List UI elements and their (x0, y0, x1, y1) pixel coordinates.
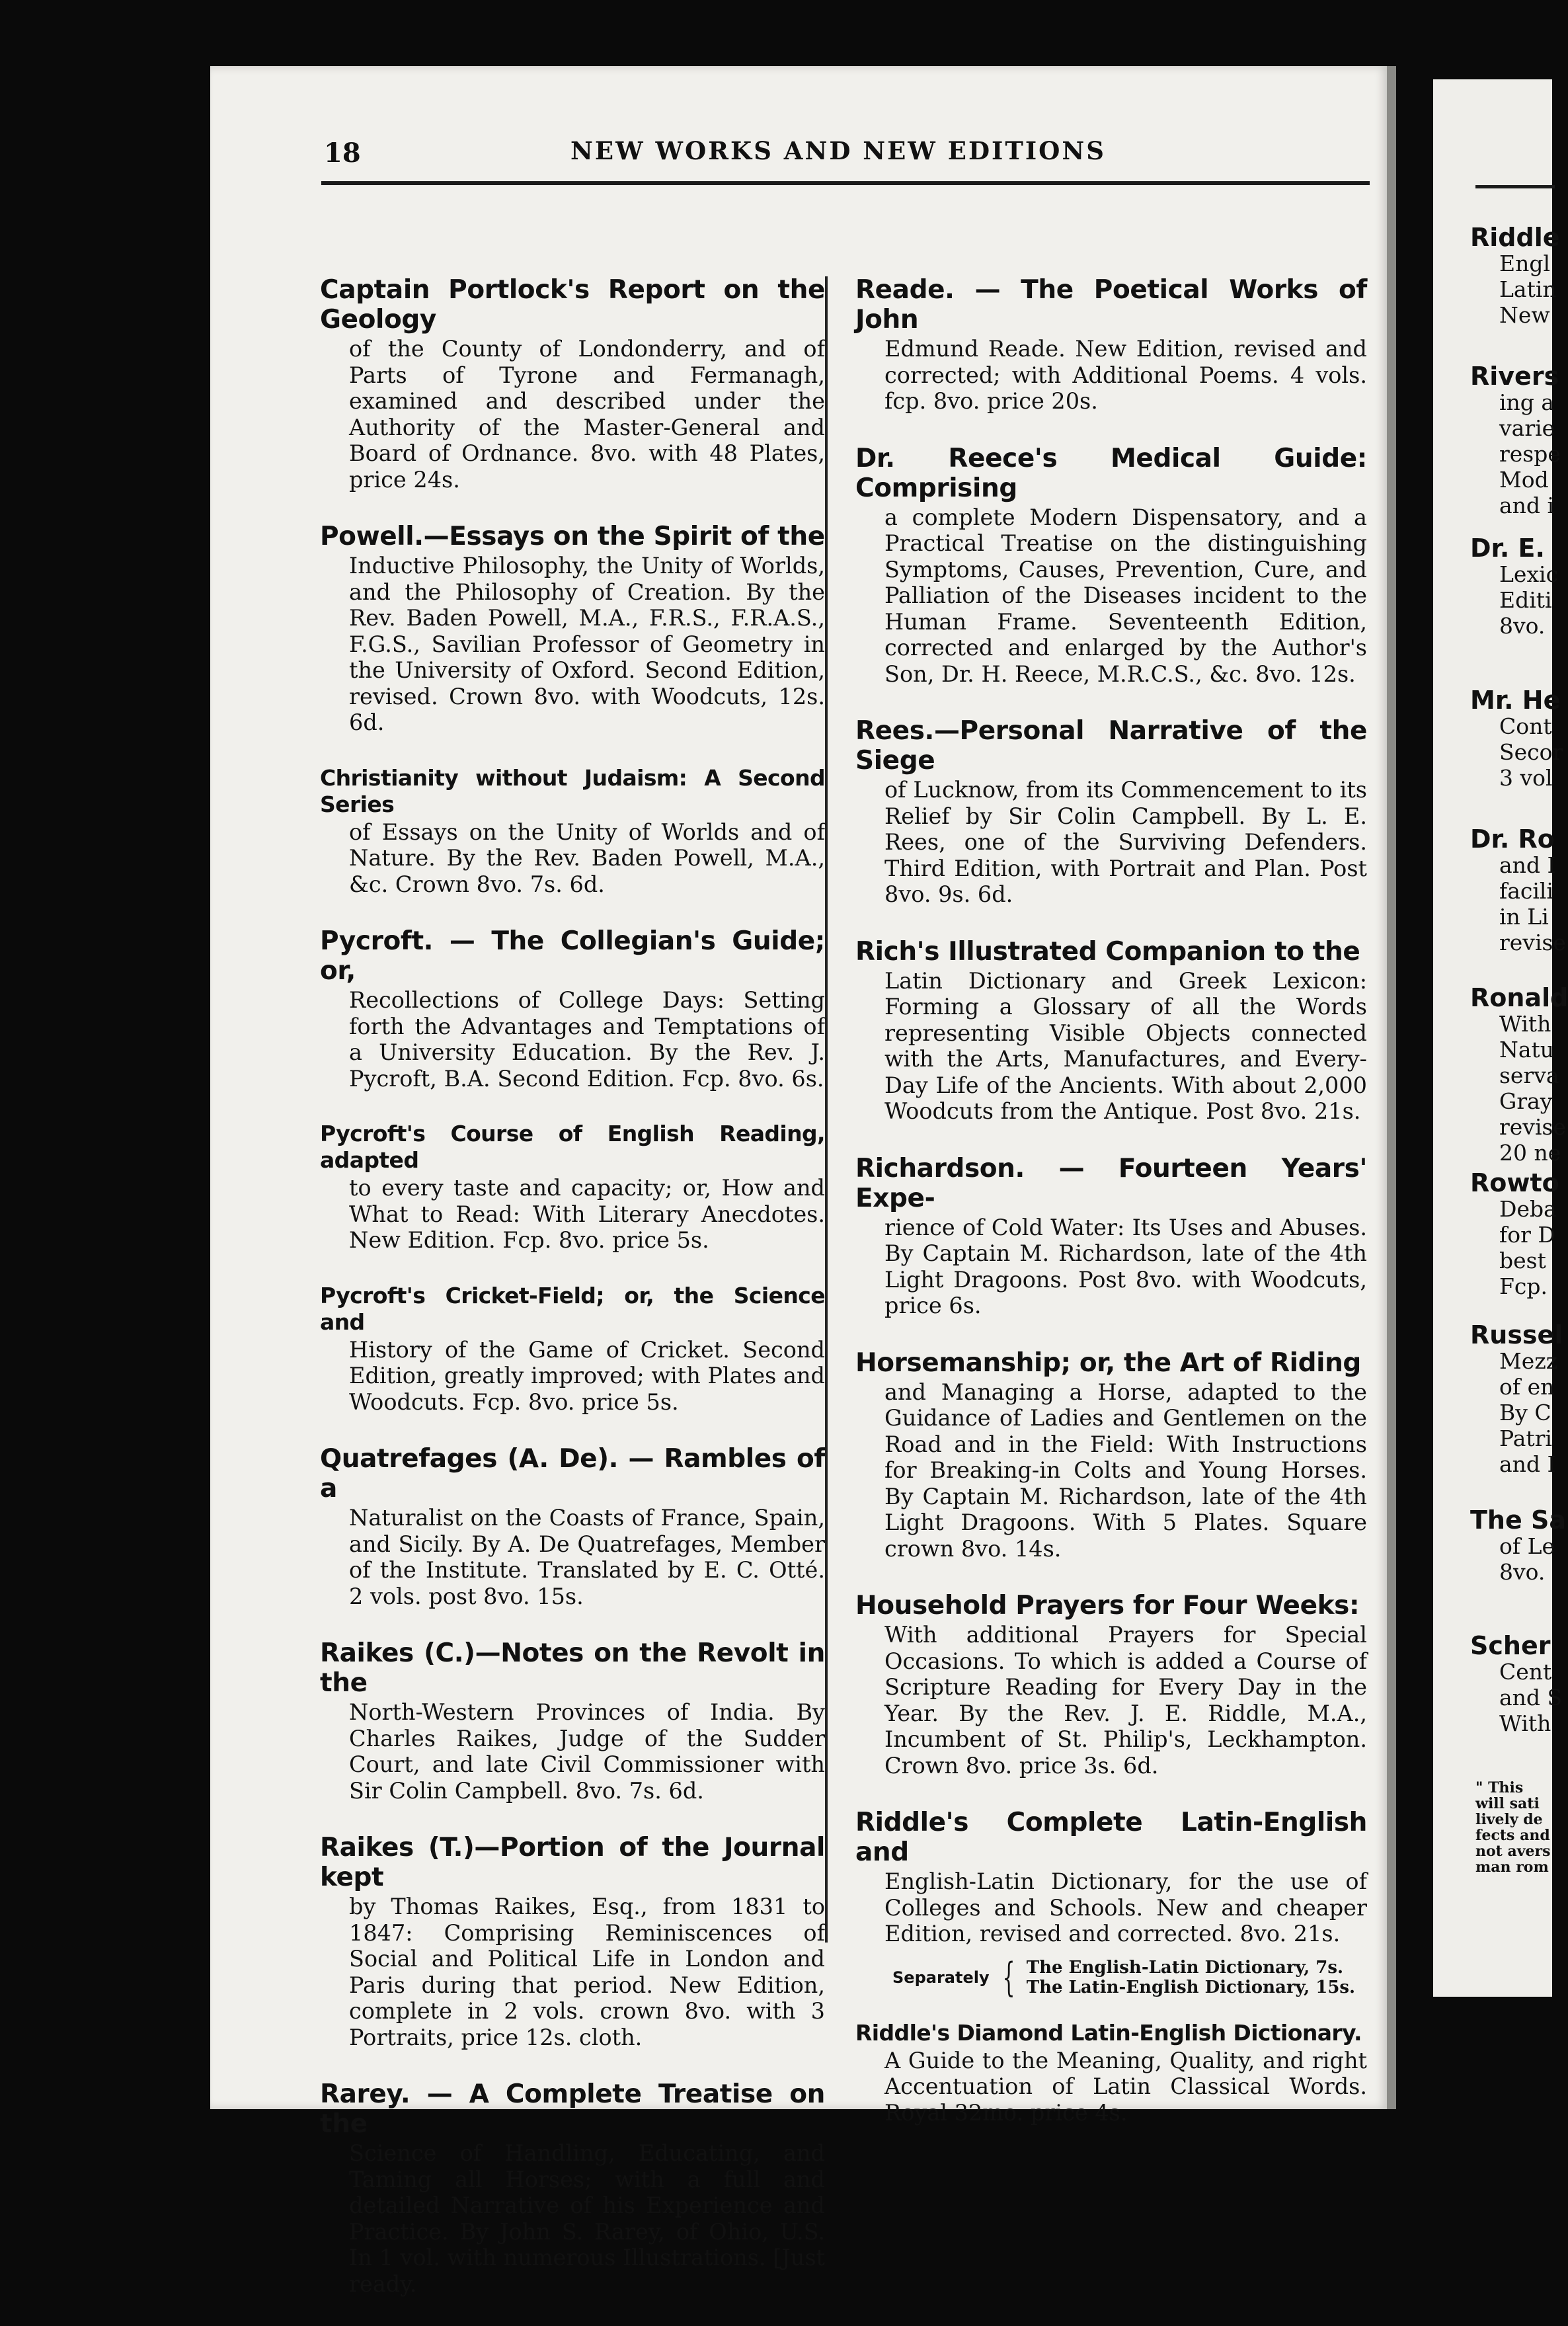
entry-description: North-Western Provinces of India. By Charles Raikes, Judge of the Sudder Court, and late Civil Commissioner with Sir Colin Campbell. 8vo. 7s. 6d. (349, 1699, 825, 1804)
adjacent-page-fragment (1433, 79, 1568, 1997)
header-rule (321, 181, 1370, 185)
adjacent-entry (1470, 1320, 1567, 1477)
entry-heading: Christianity without Judaism: A Second Series (320, 764, 825, 817)
adjacent-entry-line: Cont (1499, 713, 1552, 739)
entry-heading: Raikes (C.)—Notes on the Revolt in the (320, 1638, 825, 1698)
adjacent-header-rule (1475, 185, 1555, 188)
right-column (855, 275, 1367, 2155)
adjacent-entry-line: Natu (1499, 1037, 1555, 1063)
entry-heading: Richardson. — Fourteen Years' Expe- (855, 1153, 1367, 1213)
separately-label: Separately (892, 1968, 990, 1987)
adjacent-footnote-line: fects and (1475, 1827, 1550, 1844)
entry-description: Science of Handling, Educating, and Taming all Horses; with a full and detailed Narrative of his Experience and Practice. By John S. Rarey, of Ohio, U.S. In 1 vol. with numerous Illustrations. [Just ready. (349, 2140, 825, 2297)
catalogue-entry (855, 936, 1367, 1125)
entry-description: A Guide to the Meaning, Quality, and right Accentuation of Latin Classical Words. Royal 32mo. price 4s. (884, 2047, 1367, 2126)
adjacent-entry-line: 3 vol (1499, 765, 1553, 791)
entry-heading: Riddle's Complete Latin-English and (855, 1808, 1367, 1867)
page-edge (1387, 66, 1396, 2109)
entry-description: English-Latin Dictionary, for the use of Colleges and Schools. New and cheaper Edition, revised and corrected. 8vo. 21s. (884, 1868, 1367, 1946)
adjacent-entry-line: Secor (1499, 739, 1563, 765)
adjacent-entry-line: and I (1499, 1451, 1556, 1477)
adjacent-entry-line: varie (1499, 415, 1555, 441)
left-column (320, 275, 825, 2326)
adjacent-entry-line: Latin (1499, 276, 1557, 302)
entry-description: by Thomas Raikes, Esq., from 1831 to 1847: Comprising Reminiscences of Social and Political Life in London and Paris during that period. New Edition, complete in 2 vols. crown 8vo. with 3 Portraits, price 12s. cloth. (349, 1894, 825, 2050)
adjacent-entry-line: serva (1499, 1063, 1559, 1088)
book-page (210, 66, 1389, 2297)
separately-prices (892, 1954, 1367, 2001)
entry-heading: Dr. Reece's Medical Guide: Comprising (855, 443, 1367, 503)
entry-description: a complete Modern Dispensatory, and a Practical Treatise on the distinguishing Symptoms, Causes, Prevention, Cure, and Palliation of the Diseases incident to the Human Frame. Seventeenth Edition, corrected and enlarged by the Author's Son, Dr. H. Reece, M.R.C.S., &c. 8vo. 12s. (884, 504, 1367, 687)
adjacent-entry-line: and S (1499, 1685, 1563, 1710)
adjacent-entry-heading: Scher (1470, 1631, 1551, 1660)
entry-heading: Household Prayers for Four Weeks: (855, 1591, 1360, 1621)
adjacent-entry-line: Mod (1499, 467, 1549, 493)
adjacent-footnote-line: " This (1475, 1779, 1524, 1796)
adjacent-entry-line: Gray (1499, 1088, 1553, 1114)
entry-heading: Reade. — The Poetical Works of John (855, 275, 1367, 335)
adjacent-footnote (1475, 1780, 1551, 1875)
adjacent-entry-line: revise (1499, 1114, 1566, 1140)
adjacent-entry (1470, 1631, 1567, 1736)
adjacent-footnote-line: not avers (1475, 1843, 1551, 1860)
separately-lines (1027, 1958, 1355, 1997)
adjacent-entry-line: ing a (1499, 389, 1555, 415)
adjacent-footnote-line: lively de (1475, 1811, 1543, 1828)
adjacent-entry-line: Patri (1499, 1425, 1552, 1451)
entry-heading: Captain Portlock's Report on the Geology (320, 275, 825, 335)
adjacent-entry-line: Lexic (1499, 561, 1559, 587)
entry-description: With additional Prayers for Special Occasions. To which is added a Course of Scripture Reading for Every Day in the Year. By the Rev. J. E. Riddle, M.A., Incumbent of St. Philip's, Leckhampton. Crown 8vo. price 3s. 6d. (884, 1622, 1367, 1779)
entry-description: of Essays on the Unity of Worlds and of Nature. By the Rev. Baden Powell, M.A., &c. Crown 8vo. 7s. 6d. (349, 819, 825, 897)
adjacent-entry-line: By C (1499, 1400, 1551, 1425)
entry-heading: Quatrefages (A. De). — Rambles of a (320, 1444, 825, 1504)
entry-description: and Managing a Horse, adapted to the Guidance of Ladies and Gentlemen on the Road and in the Field: With Instructions for Breaking-in Colts and Young Horses. By Captain M. Richardson, late of the 4th Light Dragoons. With 5 Plates. Square crown 8vo. 14s. (884, 1379, 1367, 1562)
page-number: 18 (324, 138, 361, 169)
adjacent-entry-line: in Li (1499, 904, 1549, 930)
adjacent-entry (1470, 1168, 1567, 1299)
adjacent-entry-heading: Rivers (1470, 362, 1559, 391)
adjacent-entry (1470, 686, 1567, 791)
adjacent-entry-line: New (1499, 302, 1550, 328)
adjacent-entry (1470, 362, 1567, 518)
adjacent-entry-line: 20 ne (1499, 1140, 1561, 1166)
adjacent-entry-line: Engl (1499, 251, 1551, 276)
separately-line: The English-Latin Dictionary, 7s. (1026, 1957, 1344, 1978)
adjacent-entry-line: respe (1499, 441, 1561, 467)
catalogue-entry (320, 926, 825, 1092)
adjacent-entry-line: of Le (1499, 1533, 1555, 1559)
adjacent-entry-line: Editi (1499, 587, 1552, 613)
adjacent-entry (1470, 824, 1567, 955)
adjacent-footnote-line: will sati (1475, 1795, 1540, 1812)
entry-heading: Pycroft's Course of English Reading, adapted (320, 1121, 825, 1173)
adjacent-entry-line: best (1499, 1248, 1546, 1273)
entry-heading: Rees.—Personal Narrative of the Siege (855, 716, 1367, 776)
adjacent-entry-heading: Riddle (1470, 223, 1560, 252)
adjacent-entry-heading: Dr. Ro (1470, 824, 1555, 854)
entry-description: of Lucknow, from its Commencement to its Relief by Sir Colin Campbell. By L. E. Rees, one of the Surviving Defenders. Third Edition, with Portrait and Plan. Post 8vo. 9s. 6d. (884, 777, 1367, 907)
entry-description: Edmund Reade. New Edition, revised and corrected; with Additional Poems. 4 vols. fcp. 8vo. price 20s. (884, 336, 1367, 414)
adjacent-entry-heading: Rowto (1470, 1168, 1559, 1197)
entry-description: rience of Cold Water: Its Uses and Abuses. By Captain M. Richardson, late of the 4th Light Dragoons. Post 8vo. with Woodcuts, price 6s. (884, 1214, 1367, 1318)
catalogue-entry (855, 2019, 1367, 2126)
entry-heading: Powell.—Essays on the Spirit of the (320, 522, 825, 551)
catalogue-entry (320, 764, 825, 898)
adjacent-entry-heading: Dr. E. (1470, 534, 1545, 563)
catalogue-entry (855, 443, 1367, 688)
entry-description: Naturalist on the Coasts of France, Spain, and Sicily. By A. De Quatrefages, Member of the Institute. Translated by E. C. Otté. 2 vols. post 8vo. 15s. (349, 1505, 825, 1609)
adjacent-entry-line: Fcp. (1499, 1273, 1548, 1299)
entry-description: History of the Game of Cricket. Second Edition, greatly improved; with Plates and Woodcuts. Fcp. 8vo. price 5s. (349, 1336, 825, 1415)
entry-description: Inductive Philosophy, the Unity of Worlds, and the Philosophy of Creation. By the Rev. Baden Powell, M.A., F.R.S., F.R.A.S., F.G.S., Savilian Professor of Geometry in the University of Oxford. Second Edition, revised. Crown 8vo. with Woodcuts, 12s. 6d. (349, 553, 825, 735)
catalogue-entry (320, 1638, 825, 1804)
adjacent-entry-line: facili (1499, 878, 1554, 904)
catalogue-entry (320, 1833, 825, 2050)
entry-heading: Pycroft's Cricket-Field; or, the Science and (320, 1282, 825, 1335)
catalogue-entry (320, 522, 825, 736)
adjacent-entry-line: for D (1499, 1222, 1555, 1248)
adjacent-entry (1470, 223, 1567, 328)
adjacent-entry-line: Deba (1499, 1196, 1557, 1222)
entry-heading: Horsemanship; or, the Art of Riding (855, 1347, 1361, 1378)
adjacent-entry-heading: Ronald (1470, 983, 1568, 1012)
column-divider (825, 276, 828, 1943)
entry-description: Latin Dictionary and Greek Lexicon: Forming a Glossary of all the Words representing Visible Objects connected with the Arts, Manufactures, and Every-Day Life of the Ancients. With about 2,000 Woodcuts from the Antique. Post 8vo. 21s. (884, 967, 1367, 1124)
adjacent-entry-heading: Mr. He (1470, 686, 1561, 715)
catalogue-entry (320, 2079, 825, 2297)
catalogue-entry (855, 275, 1367, 415)
adjacent-entry-line: revise (1499, 930, 1566, 955)
adjacent-entry-line: Mezz (1499, 1348, 1558, 1374)
entry-description: of the County of Londonderry, and of Parts of Tyrone and Fermanagh, examined and described under the Authority of the Master-General and Board of Ordnance. 8vo. with 48 Plates, price 24s. (349, 336, 825, 493)
catalogue-entry (320, 1121, 825, 1254)
catalogue-entry (855, 716, 1367, 908)
adjacent-entry-line: 8vo. (1499, 1559, 1546, 1585)
catalogue-entry (320, 275, 825, 493)
adjacent-entry-line: With (1499, 1710, 1551, 1736)
adjacent-entry-line: Cent (1499, 1659, 1552, 1685)
catalogue-entry (855, 1153, 1367, 1319)
adjacent-entry-line: and i (1499, 493, 1555, 518)
catalogue-entry (855, 1591, 1367, 1779)
catalogue-entry (320, 1444, 825, 1609)
adjacent-entry-line: 8vo. (1499, 613, 1546, 639)
catalogue-entry (855, 1347, 1367, 1562)
adjacent-entry-line: and I (1499, 852, 1556, 878)
adjacent-entry-heading: The Sa (1470, 1505, 1566, 1535)
adjacent-footnote-line: man rom (1475, 1859, 1549, 1876)
entry-heading: Raikes (T.)—Portion of the Journal kept (320, 1833, 825, 1892)
adjacent-entry (1470, 534, 1567, 639)
adjacent-entry (1470, 1505, 1567, 1585)
adjacent-entry-line: With (1499, 1011, 1551, 1037)
entry-heading: Riddle's Diamond Latin-English Dictionary. (855, 2019, 1362, 2046)
catalogue-entry (320, 1282, 825, 1416)
running-head: NEW WORKS AND NEW EDITIONS (570, 136, 1106, 165)
entry-description: Recollections of College Days: Setting forth the Advantages and Temptations of a University Education. By the Rev. J. Pycroft, B.A. Second Edition. Fcp. 8vo. 6s. (349, 987, 825, 1092)
adjacent-entry-heading: Russel (1470, 1320, 1563, 1349)
entry-description: to every taste and capacity; or, How and What to Read: With Literary Anecdotes. New Edition. Fcp. 8vo. price 5s. (349, 1175, 825, 1253)
entry-heading: Rich's Illustrated Companion to the (855, 936, 1360, 967)
entry-heading: Pycroft. — The Collegian's Guide; or, (320, 926, 825, 986)
adjacent-entry (1470, 983, 1568, 1166)
adjacent-entry-line: of en (1499, 1374, 1555, 1400)
separately-line: The Latin-English Dictionary, 15s. (1026, 1977, 1356, 1997)
catalogue-entry (855, 1808, 1367, 1947)
entry-heading: Rarey. — A Complete Treatise on the (320, 2079, 825, 2139)
brace-glyph: { (1002, 1954, 1015, 2001)
